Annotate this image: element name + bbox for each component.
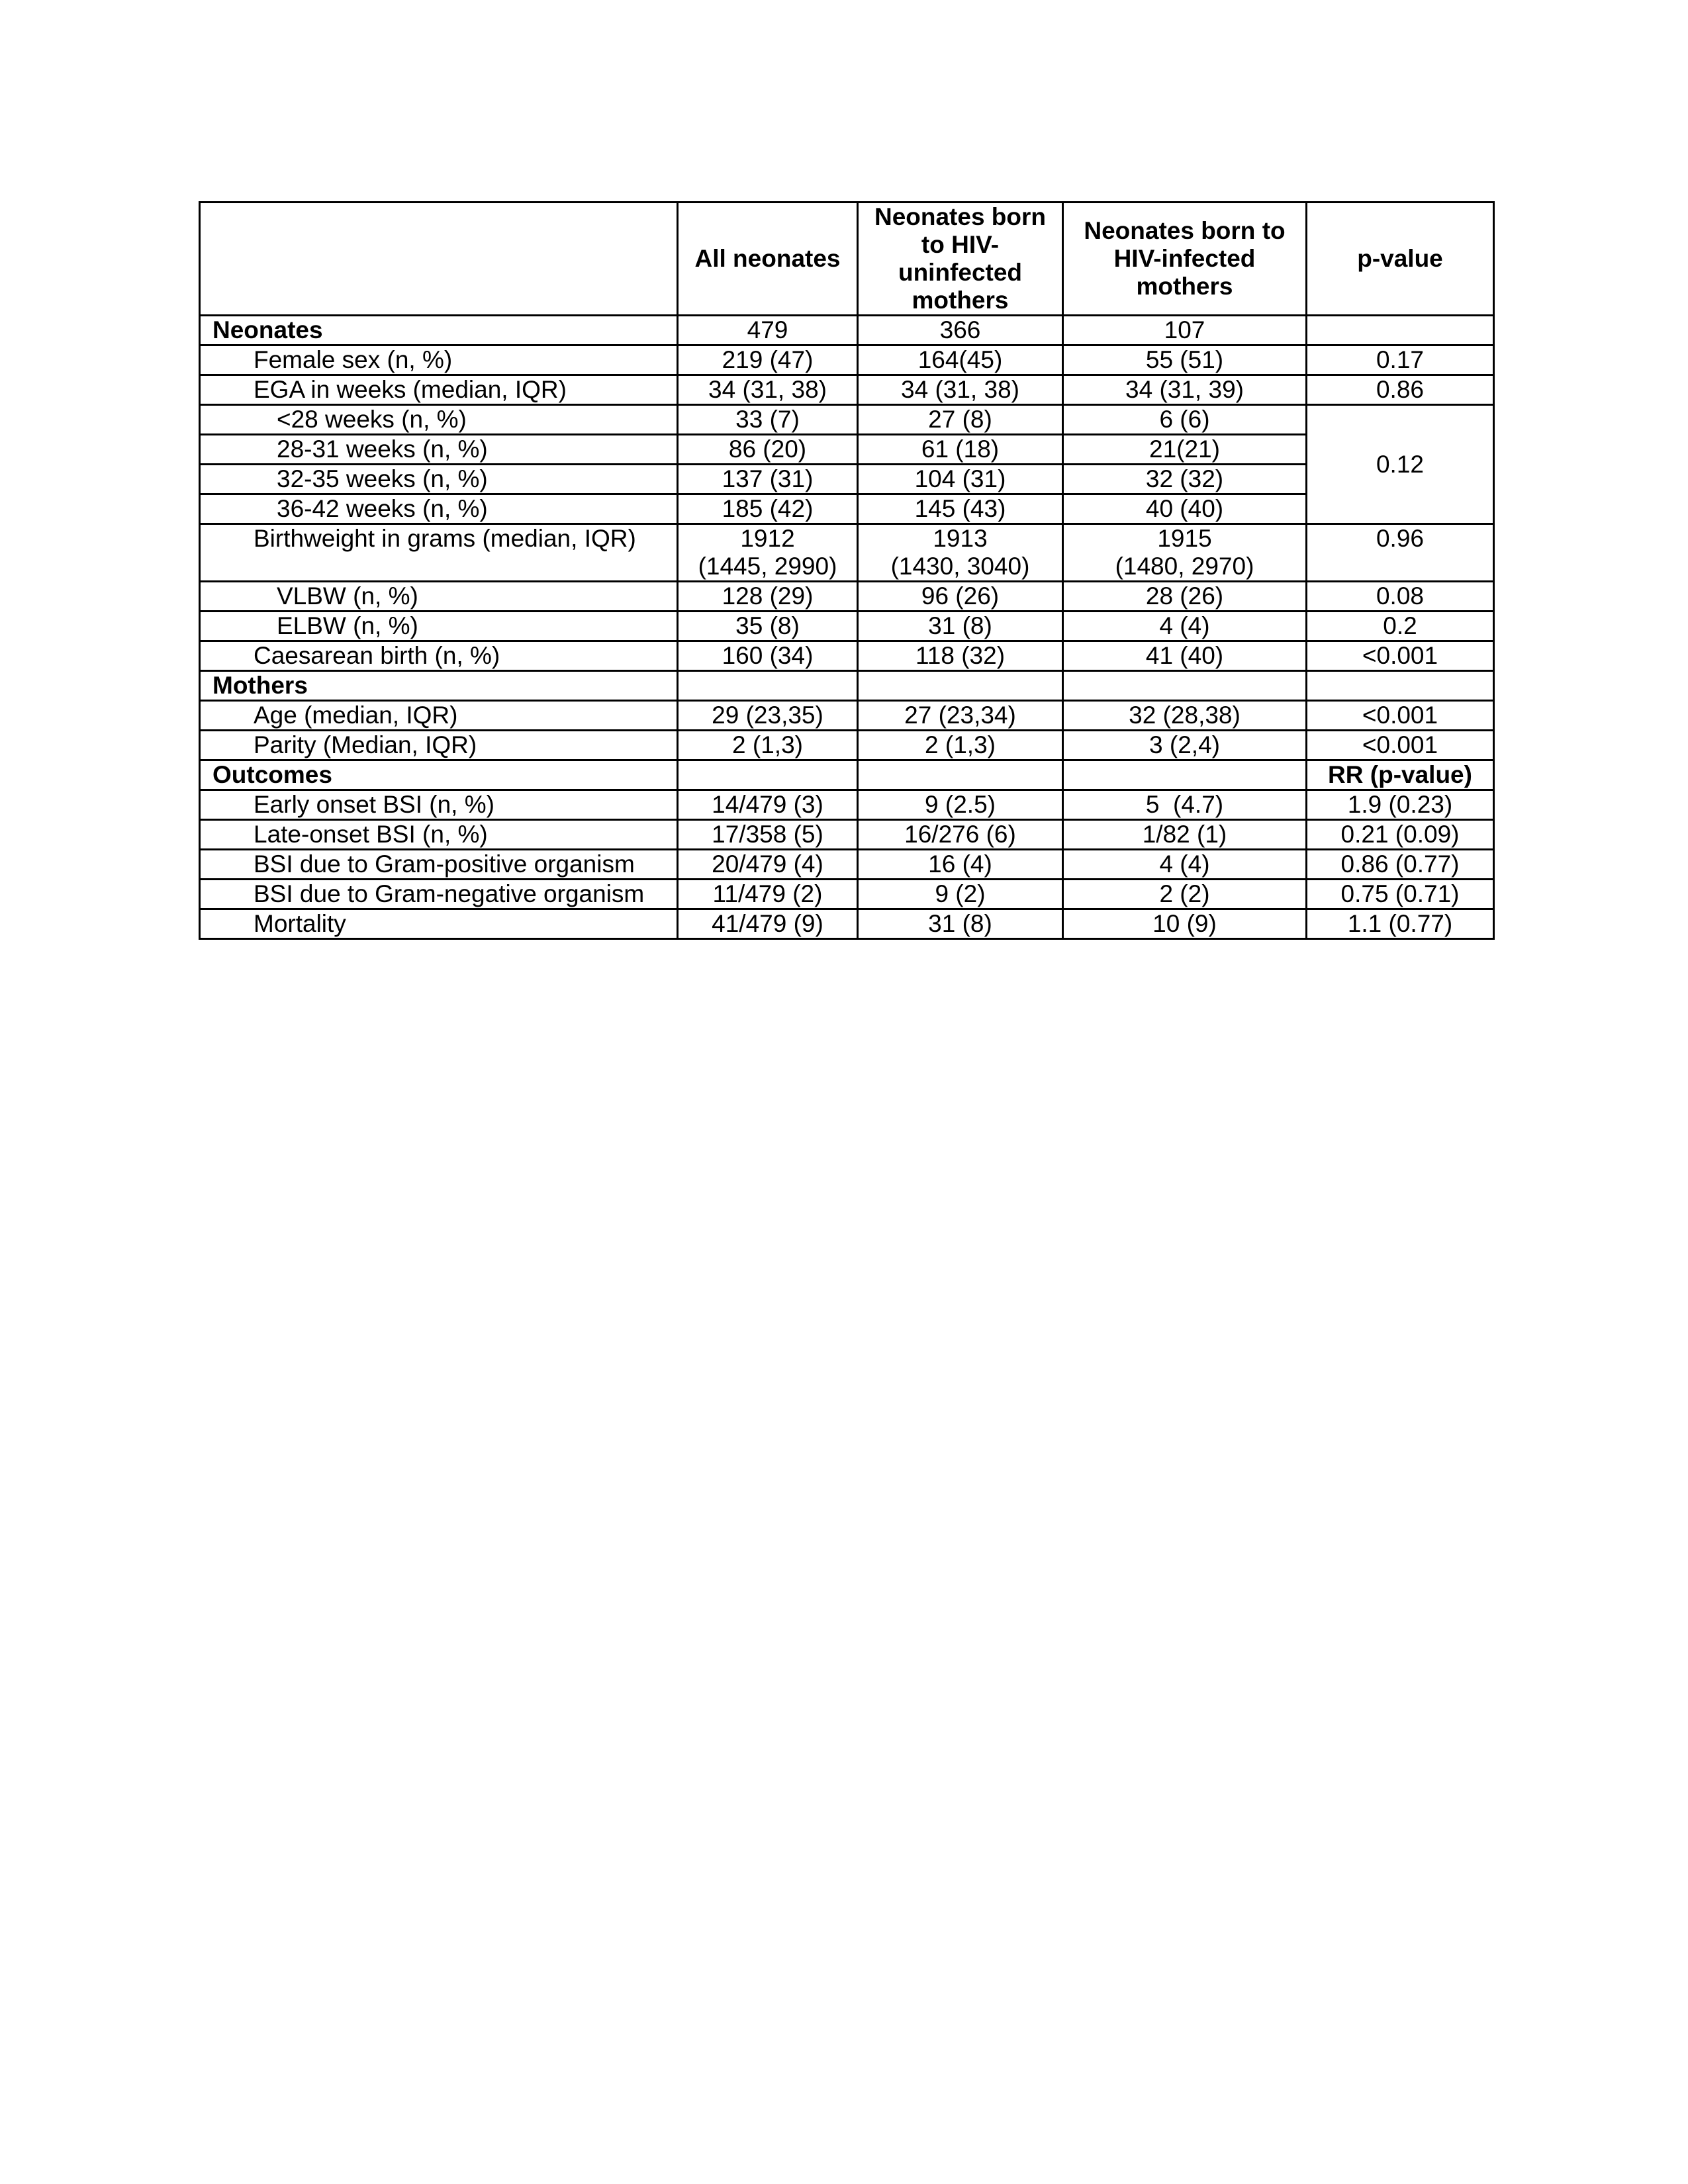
cohort-characteristics-table (199, 201, 1495, 940)
cell-uninfected: 16 (4) (858, 850, 1063, 880)
cell-all: 29 (23,35) (678, 701, 858, 731)
cell-infected: 4 (4) (1063, 850, 1307, 880)
cell-infected: 55 (51) (1063, 345, 1307, 375)
header-blank-cell (200, 203, 678, 316)
cell-uninfected: 31 (8) (858, 612, 1063, 641)
cell-all: 17/358 (5) (678, 820, 858, 850)
cell-line: (1480, 2970) (1115, 553, 1254, 580)
row-label: Late-onset BSI (n, %) (200, 820, 678, 850)
cell-p: 1.9 (0.23) (1307, 790, 1494, 820)
cell-uninfected: 27 (23,34) (858, 701, 1063, 731)
table-row (200, 582, 1494, 612)
table-row (200, 612, 1494, 641)
header-hiv-infected (1063, 203, 1307, 316)
header-hiv-uninfected (858, 203, 1063, 316)
table-row (200, 641, 1494, 671)
table-row (200, 405, 1494, 435)
cell-uninfected: 164(45) (858, 345, 1063, 375)
table-row (200, 909, 1494, 939)
cell-uninfected: 9 (2) (858, 880, 1063, 909)
cell-all (678, 760, 858, 790)
cell-infected: 5 (4.7) (1063, 790, 1307, 820)
cell-uninfected (858, 671, 1063, 701)
table-row (200, 671, 1494, 701)
row-label: <28 weeks (n, %) (200, 405, 678, 435)
cell-p: 0.21 (0.09) (1307, 820, 1494, 850)
table-row (200, 494, 1494, 524)
cell-uninfected (858, 524, 1063, 582)
cell-all: 185 (42) (678, 494, 858, 524)
cell-infected: 32 (32) (1063, 465, 1307, 494)
cell-uninfected: 104 (31) (858, 465, 1063, 494)
cell-p: 0.96 (1307, 524, 1494, 582)
row-label: 28-31 weeks (n, %) (200, 435, 678, 465)
cell-infected: 3 (2,4) (1063, 731, 1307, 760)
cell-uninfected: 27 (8) (858, 405, 1063, 435)
row-label: BSI due to Gram-positive organism (200, 850, 678, 880)
cell-p: <0.001 (1307, 641, 1494, 671)
cell-all: 2 (1,3) (678, 731, 858, 760)
header-row (200, 203, 1494, 316)
table-row (200, 760, 1494, 790)
section-label-neonates: Neonates (200, 316, 678, 345)
section-label-mothers: Mothers (200, 671, 678, 701)
header-hiv-infected-line: mothers (1136, 273, 1233, 300)
row-label: Early onset BSI (n, %) (200, 790, 678, 820)
row-label: Parity (Median, IQR) (200, 731, 678, 760)
table-row (200, 731, 1494, 760)
table-row (200, 820, 1494, 850)
cell-uninfected: 2 (1,3) (858, 731, 1063, 760)
cell-infected: 41 (40) (1063, 641, 1307, 671)
cell-p: 0.86 (1307, 375, 1494, 405)
cell-all (678, 524, 858, 582)
cell-p-header-rr: RR (p-value) (1307, 760, 1494, 790)
cell-uninfected: 9 (2.5) (858, 790, 1063, 820)
cell-infected: 2 (2) (1063, 880, 1307, 909)
cell-infected (1063, 524, 1307, 582)
cell-all: 160 (34) (678, 641, 858, 671)
row-label: Age (median, IQR) (200, 701, 678, 731)
header-hiv-uninfected-line: mothers (912, 287, 1009, 314)
header-p-value: p-value (1307, 203, 1494, 316)
cell-uninfected: 31 (8) (858, 909, 1063, 939)
cell-all: 41/479 (9) (678, 909, 858, 939)
cell-all: 479 (678, 316, 858, 345)
cell-p: 0.86 (0.77) (1307, 850, 1494, 880)
cell-all: 20/479 (4) (678, 850, 858, 880)
cell-infected (1063, 671, 1307, 701)
cell-all: 137 (31) (678, 465, 858, 494)
cell-line: 1912 (740, 525, 795, 552)
cell-all: 14/479 (3) (678, 790, 858, 820)
cell-uninfected: 118 (32) (858, 641, 1063, 671)
row-label: BSI due to Gram-negative organism (200, 880, 678, 909)
cell-all: 219 (47) (678, 345, 858, 375)
cell-infected: 21(21) (1063, 435, 1307, 465)
row-label: Female sex (n, %) (200, 345, 678, 375)
header-hiv-uninfected-line: Neonates born (874, 203, 1047, 230)
cell-uninfected: 366 (858, 316, 1063, 345)
row-label: EGA in weeks (median, IQR) (200, 375, 678, 405)
table-row (200, 790, 1494, 820)
cell-all: 86 (20) (678, 435, 858, 465)
cell-uninfected: 61 (18) (858, 435, 1063, 465)
cell-p: 0.2 (1307, 612, 1494, 641)
section-label-outcomes: Outcomes (200, 760, 678, 790)
cell-infected: 4 (4) (1063, 612, 1307, 641)
header-all-neonates: All neonates (678, 203, 858, 316)
cell-infected: 40 (40) (1063, 494, 1307, 524)
cell-infected: 10 (9) (1063, 909, 1307, 939)
row-label: Mortality (200, 909, 678, 939)
cell-infected: 6 (6) (1063, 405, 1307, 435)
cell-infected: 34 (31, 39) (1063, 375, 1307, 405)
cell-uninfected (858, 760, 1063, 790)
cell-p (1307, 316, 1494, 345)
row-label: Caesarean birth (n, %) (200, 641, 678, 671)
table-row (200, 524, 1494, 582)
cell-all (678, 671, 858, 701)
cell-line: (1445, 2990) (698, 553, 837, 580)
header-hiv-infected-line: HIV-infected (1113, 245, 1256, 272)
header-hiv-uninfected-line: to HIV- (921, 231, 1000, 258)
cell-p: 0.08 (1307, 582, 1494, 612)
header-hiv-infected-line: Neonates born to (1084, 217, 1286, 244)
row-label: 32-35 weeks (n, %) (200, 465, 678, 494)
cell-all: 35 (8) (678, 612, 858, 641)
table-row (200, 880, 1494, 909)
header-hiv-uninfected-line: uninfected (898, 259, 1023, 286)
table-row (200, 435, 1494, 465)
table-row (200, 345, 1494, 375)
row-label: VLBW (n, %) (200, 582, 678, 612)
cell-all: 33 (7) (678, 405, 858, 435)
row-label: Birthweight in grams (median, IQR) (200, 524, 678, 582)
cell-uninfected: 34 (31, 38) (858, 375, 1063, 405)
table-row (200, 375, 1494, 405)
cell-infected: 107 (1063, 316, 1307, 345)
cell-all: 128 (29) (678, 582, 858, 612)
row-label: ELBW (n, %) (200, 612, 678, 641)
row-label: 36-42 weeks (n, %) (200, 494, 678, 524)
cell-p: 0.75 (0.71) (1307, 880, 1494, 909)
cell-infected: 28 (26) (1063, 582, 1307, 612)
table-row (200, 465, 1494, 494)
cell-p: 0.17 (1307, 345, 1494, 375)
cell-p-weeks-group: 0.12 (1307, 405, 1494, 524)
cell-infected: 32 (28,38) (1063, 701, 1307, 731)
cell-line: 1913 (933, 525, 988, 552)
cell-infected (1063, 760, 1307, 790)
cell-p: 1.1 (0.77) (1307, 909, 1494, 939)
table-row (200, 701, 1494, 731)
cell-p: <0.001 (1307, 731, 1494, 760)
cell-line: (1430, 3040) (890, 553, 1030, 580)
table-row (200, 316, 1494, 345)
cell-all: 34 (31, 38) (678, 375, 858, 405)
cell-infected: 1/82 (1) (1063, 820, 1307, 850)
cell-uninfected: 96 (26) (858, 582, 1063, 612)
cell-all: 11/479 (2) (678, 880, 858, 909)
cell-uninfected: 16/276 (6) (858, 820, 1063, 850)
cell-uninfected: 145 (43) (858, 494, 1063, 524)
table-row (200, 850, 1494, 880)
cell-p: <0.001 (1307, 701, 1494, 731)
cell-line: 1915 (1157, 525, 1212, 552)
cell-p (1307, 671, 1494, 701)
